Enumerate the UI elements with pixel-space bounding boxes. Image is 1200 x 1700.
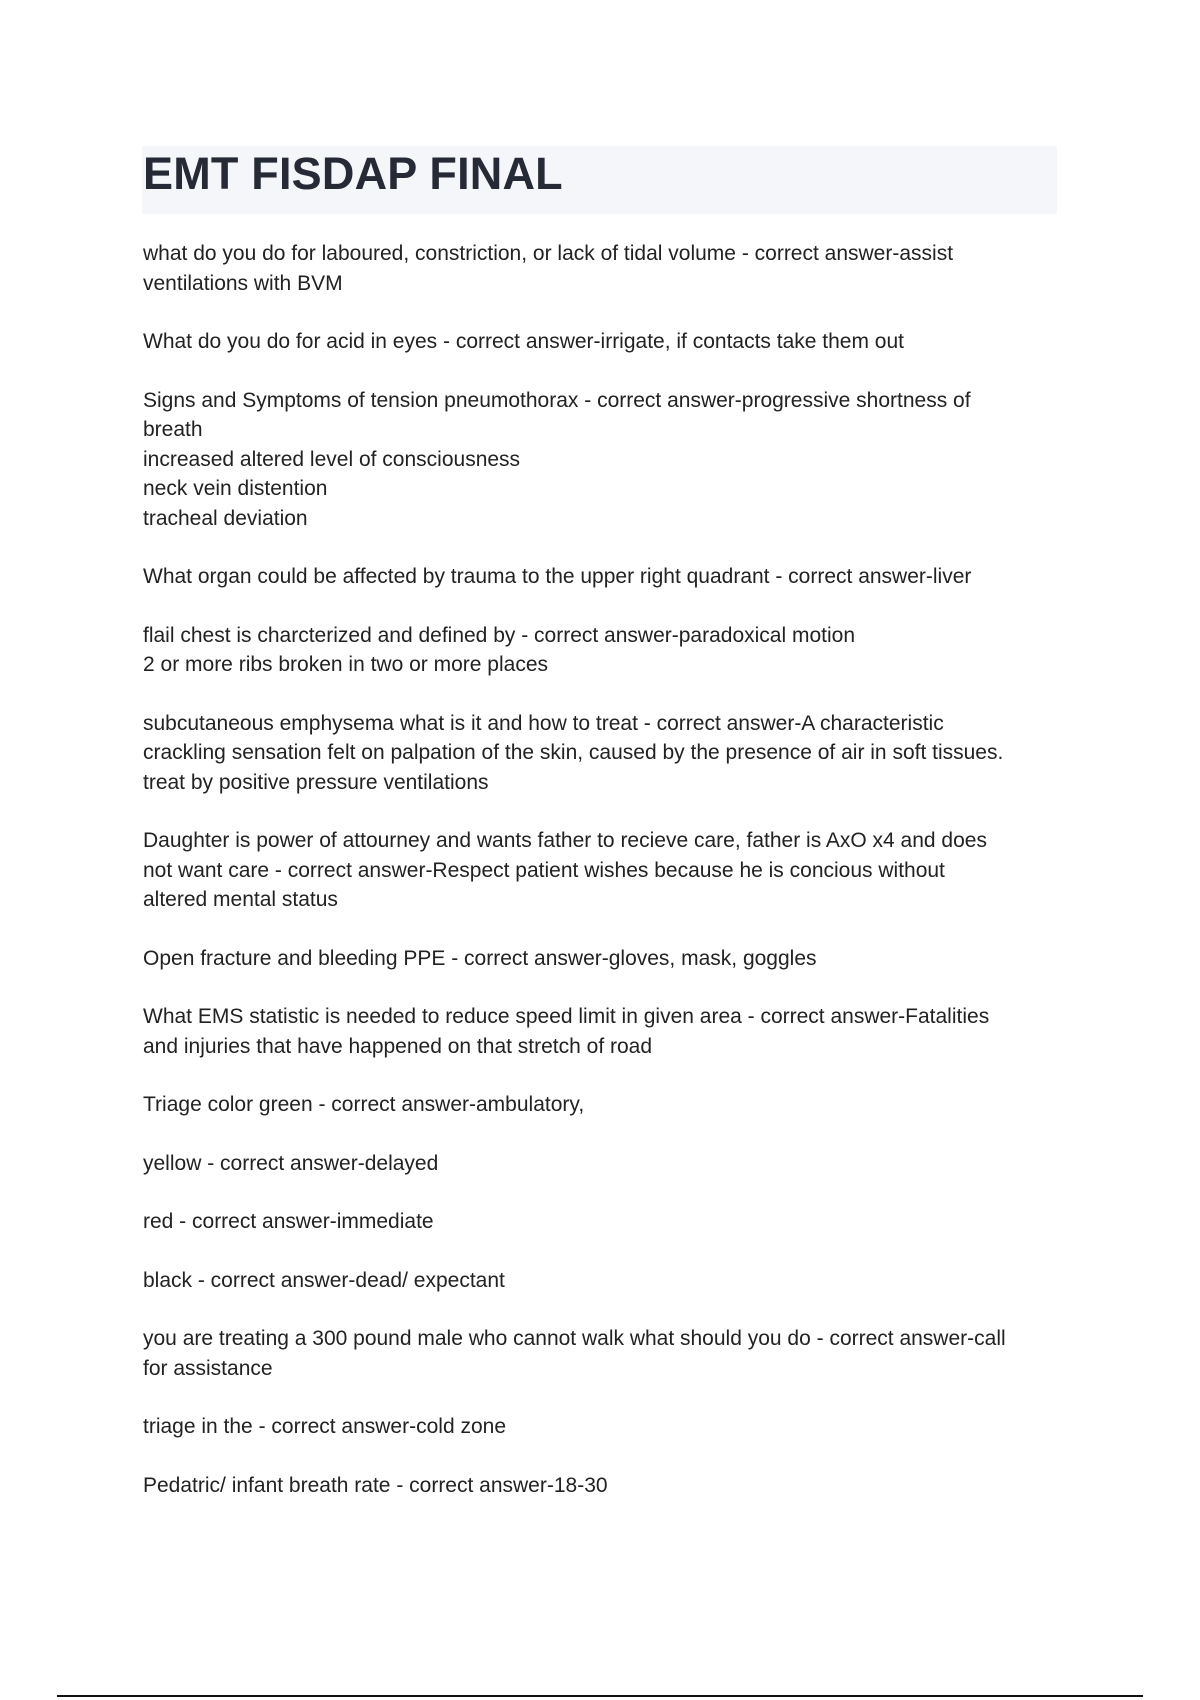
- document-title: EMT FISDAP FINAL: [143, 148, 563, 199]
- qa-item: What EMS statistic is needed to reduce speed limit in given area - correct answer-Fatalities and injuries that have happened on that stretch of road: [143, 1005, 990, 1058]
- qa-item: What organ could be affected by trauma to the upper right quadrant - correct answer-liver: [143, 565, 972, 588]
- qa-item: red - correct answer-immediate: [143, 1210, 434, 1233]
- qa-list: [143, 239, 1063, 1529]
- qa-item: Open fracture and bleeding PPE - correct answer-gloves, mask, goggles: [143, 946, 817, 970]
- qa-item: yellow - correct answer-delayed: [143, 1151, 439, 1175]
- qa-item: Triage color green - correct answer-ambulatory,: [143, 1093, 585, 1116]
- qa-item: you are treating a 300 pound male who cannot walk what should you do - correct answer-call for assistance: [143, 1327, 1006, 1380]
- qa-item: What do you do for acid in eyes - correct answer-irrigate, if contacts take them out: [143, 330, 905, 353]
- qa-item: flail chest is charcterized and defined by - correct answer-paradoxical motion 2 or more ribs broken in two or more places: [143, 623, 856, 676]
- qa-item: what do you do for laboured, constriction, or lack of tidal volume - correct answer-assist ventilations with BVM: [143, 242, 954, 295]
- footer-divider: [57, 1695, 1143, 1697]
- qa-item: black - correct answer-dead/ expectant: [143, 1268, 505, 1292]
- qa-item: subcutaneous emphysema what is it and how to treat - correct answer-A characteristic crackling sensation felt on palpation of the skin, caused by the presence of air in soft tissues. treat by positive pressure ventilations: [143, 711, 1004, 794]
- qa-item: triage in the - correct answer-cold zone: [143, 1415, 506, 1438]
- qa-item: Pedatric/ infant breath rate - correct answer-18-30: [143, 1473, 608, 1497]
- qa-item: Daughter is power of attourney and wants father to recieve care, father is AxO x4 and does not want care - correct answer-Respect patient wishes because he is concious without altered mental status: [143, 829, 987, 911]
- qa-item: Signs and Symptoms of tension pneumothorax - correct answer-progressive shortness of breath increased altered level of consciousness neck vein distention tracheal deviation: [143, 388, 971, 530]
